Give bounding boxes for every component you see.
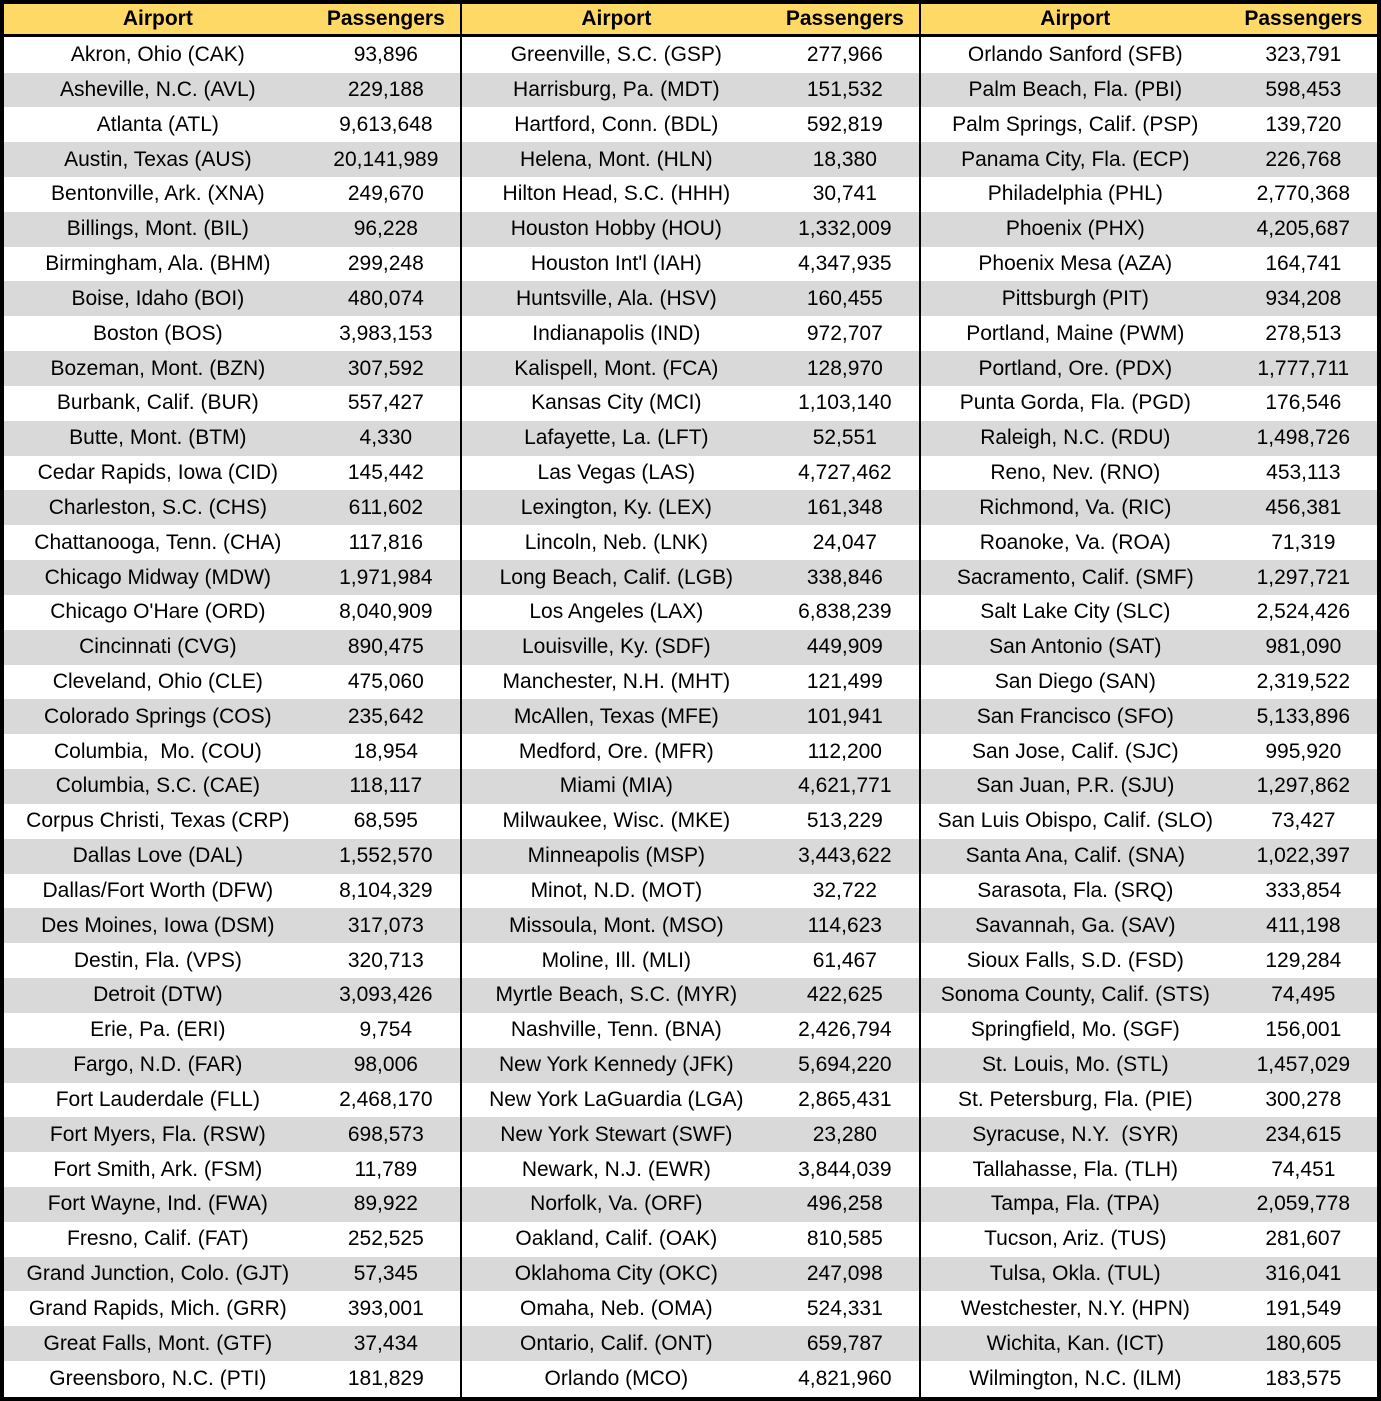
passengers-cell: 513,229 [771, 804, 920, 839]
airport-cell: Ontario, Calif. (ONT) [461, 1326, 771, 1361]
airport-cell: Des Moines, Iowa (DSM) [2, 908, 312, 943]
airport-cell: Long Beach, Calif. (LGB) [461, 560, 771, 595]
passengers-cell: 698,573 [312, 1117, 461, 1152]
passengers-cell: 101,941 [771, 699, 920, 734]
airport-cell: Greensboro, N.C. (PTI) [2, 1361, 312, 1399]
airport-cell: Reno, Nev. (RNO) [920, 456, 1230, 491]
passengers-cell: 145,442 [312, 456, 461, 491]
passengers-cell: 1,103,140 [771, 386, 920, 421]
table-row [2, 421, 1379, 456]
airport-cell: Fort Wayne, Ind. (FWA) [2, 1187, 312, 1222]
passengers-cell: 2,059,778 [1230, 1187, 1379, 1222]
airport-cell: Boise, Idaho (BOI) [2, 281, 312, 316]
column-header-passengers: Passengers [312, 2, 461, 36]
passengers-cell: 235,642 [312, 699, 461, 734]
airport-cell: Portland, Ore. (PDX) [920, 351, 1230, 386]
airport-cell: Billings, Mont. (BIL) [2, 212, 312, 247]
airport-cell: Lafayette, La. (LFT) [461, 421, 771, 456]
table-row [2, 73, 1379, 108]
airport-cell: Miami (MIA) [461, 769, 771, 804]
passengers-cell: 4,347,935 [771, 247, 920, 282]
passengers-cell: 475,060 [312, 665, 461, 700]
table-row [2, 1187, 1379, 1222]
passengers-cell: 5,133,896 [1230, 699, 1379, 734]
airport-cell: San Jose, Calif. (SJC) [920, 734, 1230, 769]
airport-cell: Phoenix (PHX) [920, 212, 1230, 247]
airport-cell: San Juan, P.R. (SJU) [920, 769, 1230, 804]
passengers-cell: 30,741 [771, 177, 920, 212]
table-row [2, 386, 1379, 421]
table-row [2, 1152, 1379, 1187]
passengers-cell: 229,188 [312, 73, 461, 108]
airport-cell: Milwaukee, Wisc. (MKE) [461, 804, 771, 839]
passengers-cell: 74,451 [1230, 1152, 1379, 1187]
airport-cell: New York Kennedy (JFK) [461, 1048, 771, 1083]
passengers-cell: 249,670 [312, 177, 461, 212]
passengers-cell: 161,348 [771, 490, 920, 525]
airport-cell: Sacramento, Calif. (SMF) [920, 560, 1230, 595]
table-row [2, 316, 1379, 351]
airport-cell: Richmond, Va. (RIC) [920, 490, 1230, 525]
table-row [2, 734, 1379, 769]
airport-cell: San Francisco (SFO) [920, 699, 1230, 734]
column-header-airport: Airport [920, 2, 1230, 36]
passengers-cell: 160,455 [771, 281, 920, 316]
airport-cell: Chattanooga, Tenn. (CHA) [2, 525, 312, 560]
airport-cell: Indianapolis (IND) [461, 316, 771, 351]
airport-cell: Oklahoma City (OKC) [461, 1257, 771, 1292]
airport-cell: Panama City, Fla. (ECP) [920, 142, 1230, 177]
passengers-cell: 2,524,426 [1230, 595, 1379, 630]
airport-cell: Minot, N.D. (MOT) [461, 874, 771, 909]
table-row [2, 1257, 1379, 1292]
passengers-cell: 1,297,721 [1230, 560, 1379, 595]
table-row [2, 281, 1379, 316]
airport-cell: San Luis Obispo, Calif. (SLO) [920, 804, 1230, 839]
airport-cell: Wichita, Kan. (ICT) [920, 1326, 1230, 1361]
airport-cell: Hartford, Conn. (BDL) [461, 107, 771, 142]
table-row [2, 769, 1379, 804]
airport-cell: Houston Int'l (IAH) [461, 247, 771, 282]
passengers-cell: 234,615 [1230, 1117, 1379, 1152]
airport-cell: Moline, Ill. (MLI) [461, 943, 771, 978]
airport-cell: Fort Lauderdale (FLL) [2, 1083, 312, 1118]
airport-cell: Columbia, Mo. (COU) [2, 734, 312, 769]
airport-cell: Dallas/Fort Worth (DFW) [2, 874, 312, 909]
passengers-cell: 37,434 [312, 1326, 461, 1361]
passengers-cell: 300,278 [1230, 1083, 1379, 1118]
passengers-cell: 393,001 [312, 1291, 461, 1326]
passengers-cell: 278,513 [1230, 316, 1379, 351]
table-row [2, 525, 1379, 560]
passengers-cell: 4,205,687 [1230, 212, 1379, 247]
passengers-cell: 422,625 [771, 978, 920, 1013]
airport-cell: Greenville, S.C. (GSP) [461, 36, 771, 73]
passengers-cell: 496,258 [771, 1187, 920, 1222]
passengers-cell: 156,001 [1230, 1013, 1379, 1048]
airport-cell: Omaha, Neb. (OMA) [461, 1291, 771, 1326]
airport-cell: Atlanta (ATL) [2, 107, 312, 142]
airport-cell: Raleigh, N.C. (RDU) [920, 421, 1230, 456]
passengers-cell: 20,141,989 [312, 142, 461, 177]
table-row [2, 351, 1379, 386]
passengers-cell: 338,846 [771, 560, 920, 595]
passengers-cell: 4,621,771 [771, 769, 920, 804]
airport-cell: Erie, Pa. (ERI) [2, 1013, 312, 1048]
passengers-cell: 9,613,648 [312, 107, 461, 142]
passengers-cell: 226,768 [1230, 142, 1379, 177]
passengers-cell: 8,040,909 [312, 595, 461, 630]
passengers-cell: 89,922 [312, 1187, 461, 1222]
airport-cell: Bentonville, Ark. (XNA) [2, 177, 312, 212]
passengers-cell: 18,954 [312, 734, 461, 769]
airport-cell: Chicago O'Hare (ORD) [2, 595, 312, 630]
airport-cell: Oakland, Calif. (OAK) [461, 1222, 771, 1257]
airport-cell: Palm Beach, Fla. (PBI) [920, 73, 1230, 108]
passengers-cell: 24,047 [771, 525, 920, 560]
passengers-cell: 164,741 [1230, 247, 1379, 282]
passengers-cell: 247,098 [771, 1257, 920, 1292]
airport-cell: Austin, Texas (AUS) [2, 142, 312, 177]
table-row [2, 212, 1379, 247]
passengers-cell: 333,854 [1230, 874, 1379, 909]
passengers-cell: 2,770,368 [1230, 177, 1379, 212]
passengers-cell: 890,475 [312, 630, 461, 665]
passengers-cell: 3,093,426 [312, 978, 461, 1013]
passengers-cell: 2,468,170 [312, 1083, 461, 1118]
table-row [2, 142, 1379, 177]
passengers-cell: 117,816 [312, 525, 461, 560]
passengers-cell: 453,113 [1230, 456, 1379, 491]
airport-cell: Colorado Springs (COS) [2, 699, 312, 734]
airport-cell: Lexington, Ky. (LEX) [461, 490, 771, 525]
passengers-cell: 3,844,039 [771, 1152, 920, 1187]
passengers-cell: 1,971,984 [312, 560, 461, 595]
passengers-cell: 23,280 [771, 1117, 920, 1152]
airport-cell: Birmingham, Ala. (BHM) [2, 247, 312, 282]
passengers-cell: 316,041 [1230, 1257, 1379, 1292]
airport-cell: Portland, Maine (PWM) [920, 316, 1230, 351]
passengers-cell: 456,381 [1230, 490, 1379, 525]
airport-cell: San Diego (SAN) [920, 665, 1230, 700]
column-header-passengers: Passengers [771, 2, 920, 36]
airport-cell: St. Louis, Mo. (STL) [920, 1048, 1230, 1083]
airport-cell: Orlando (MCO) [461, 1361, 771, 1399]
table-row [2, 1222, 1379, 1257]
passengers-cell: 1,777,711 [1230, 351, 1379, 386]
airport-cell: McAllen, Texas (MFE) [461, 699, 771, 734]
passengers-cell: 1,297,862 [1230, 769, 1379, 804]
airport-cell: Cleveland, Ohio (CLE) [2, 665, 312, 700]
airport-cell: New York LaGuardia (LGA) [461, 1083, 771, 1118]
table-row [2, 1361, 1379, 1399]
airport-cell: Fresno, Calif. (FAT) [2, 1222, 312, 1257]
airport-cell: Louisville, Ky. (SDF) [461, 630, 771, 665]
airport-cell: Destin, Fla. (VPS) [2, 943, 312, 978]
passengers-cell: 277,966 [771, 36, 920, 73]
airport-cell: Wilmington, N.C. (ILM) [920, 1361, 1230, 1399]
passengers-cell: 281,607 [1230, 1222, 1379, 1257]
column-header-passengers: Passengers [1230, 2, 1379, 36]
passengers-cell: 307,592 [312, 351, 461, 386]
passengers-cell: 611,602 [312, 490, 461, 525]
passengers-cell: 524,331 [771, 1291, 920, 1326]
table-row [2, 1117, 1379, 1152]
passengers-cell: 411,198 [1230, 908, 1379, 943]
table-row [2, 560, 1379, 595]
passengers-cell: 934,208 [1230, 281, 1379, 316]
airport-cell: Sonoma County, Calif. (STS) [920, 978, 1230, 1013]
header-row [2, 2, 1379, 36]
airport-cell: Chicago Midway (MDW) [2, 560, 312, 595]
passengers-cell: 4,727,462 [771, 456, 920, 491]
table-row [2, 1291, 1379, 1326]
passengers-cell: 112,200 [771, 734, 920, 769]
airport-cell: Cincinnati (CVG) [2, 630, 312, 665]
airport-cell: Punta Gorda, Fla. (PGD) [920, 386, 1230, 421]
passengers-cell: 1,498,726 [1230, 421, 1379, 456]
passengers-cell: 129,284 [1230, 943, 1379, 978]
table-row [2, 943, 1379, 978]
airport-cell: Pittsburgh (PIT) [920, 281, 1230, 316]
airport-cell: Palm Springs, Calif. (PSP) [920, 107, 1230, 142]
passengers-cell: 121,499 [771, 665, 920, 700]
airport-cell: Akron, Ohio (CAK) [2, 36, 312, 73]
column-header-airport: Airport [2, 2, 312, 36]
passengers-cell: 1,552,570 [312, 839, 461, 874]
passengers-cell: 11,789 [312, 1152, 461, 1187]
airport-cell: Fort Myers, Fla. (RSW) [2, 1117, 312, 1152]
table-row [2, 595, 1379, 630]
airport-cell: Los Angeles (LAX) [461, 595, 771, 630]
airport-cell: Syracuse, N.Y. (SYR) [920, 1117, 1230, 1152]
passengers-cell: 4,821,960 [771, 1361, 920, 1399]
table-row [2, 1013, 1379, 1048]
airport-cell: Tallahasse, Fla. (TLH) [920, 1152, 1230, 1187]
passengers-cell: 2,426,794 [771, 1013, 920, 1048]
airport-cell: Corpus Christi, Texas (CRP) [2, 804, 312, 839]
passengers-cell: 96,228 [312, 212, 461, 247]
airport-cell: Boston (BOS) [2, 316, 312, 351]
airport-cell: Westchester, N.Y. (HPN) [920, 1291, 1230, 1326]
airport-cell: San Antonio (SAT) [920, 630, 1230, 665]
table-row [2, 804, 1379, 839]
passengers-cell: 180,605 [1230, 1326, 1379, 1361]
airport-cell: Springfield, Mo. (SGF) [920, 1013, 1230, 1048]
passengers-cell: 5,694,220 [771, 1048, 920, 1083]
table-row [2, 456, 1379, 491]
airport-cell: Grand Rapids, Mich. (GRR) [2, 1291, 312, 1326]
passengers-cell: 557,427 [312, 386, 461, 421]
airport-cell: Kalispell, Mont. (FCA) [461, 351, 771, 386]
column-header-airport: Airport [461, 2, 771, 36]
passengers-cell: 323,791 [1230, 36, 1379, 73]
table-body [2, 36, 1379, 1400]
passengers-cell: 71,319 [1230, 525, 1379, 560]
passengers-cell: 320,713 [312, 943, 461, 978]
airport-cell: Philadelphia (PHL) [920, 177, 1230, 212]
passengers-cell: 176,546 [1230, 386, 1379, 421]
airport-cell: Columbia, S.C. (CAE) [2, 769, 312, 804]
airport-cell: Bozeman, Mont. (BZN) [2, 351, 312, 386]
passengers-cell: 995,920 [1230, 734, 1379, 769]
passengers-cell: 2,865,431 [771, 1083, 920, 1118]
airport-cell: Las Vegas (LAS) [461, 456, 771, 491]
passengers-cell: 659,787 [771, 1326, 920, 1361]
table-row [2, 839, 1379, 874]
table-row [2, 874, 1379, 909]
table-row [2, 1083, 1379, 1118]
passengers-cell: 810,585 [771, 1222, 920, 1257]
airport-cell: Houston Hobby (HOU) [461, 212, 771, 247]
passengers-cell: 118,117 [312, 769, 461, 804]
passengers-cell: 480,074 [312, 281, 461, 316]
table-row [2, 630, 1379, 665]
table-row [2, 1326, 1379, 1361]
table-row [2, 177, 1379, 212]
airport-cell: Tucson, Ariz. (TUS) [920, 1222, 1230, 1257]
airport-cell: Lincoln, Neb. (LNK) [461, 525, 771, 560]
passengers-cell: 139,720 [1230, 107, 1379, 142]
table-row [2, 908, 1379, 943]
passengers-cell: 449,909 [771, 630, 920, 665]
airport-cell: Myrtle Beach, S.C. (MYR) [461, 978, 771, 1013]
airport-cell: Helena, Mont. (HLN) [461, 142, 771, 177]
passengers-cell: 317,073 [312, 908, 461, 943]
passengers-cell: 98,006 [312, 1048, 461, 1083]
passengers-cell: 4,330 [312, 421, 461, 456]
table-row [2, 247, 1379, 282]
airport-cell: Phoenix Mesa (AZA) [920, 247, 1230, 282]
airport-cell: Tulsa, Okla. (TUL) [920, 1257, 1230, 1292]
airport-cell: Hilton Head, S.C. (HHH) [461, 177, 771, 212]
passengers-cell: 299,248 [312, 247, 461, 282]
passengers-cell: 3,983,153 [312, 316, 461, 351]
airport-cell: St. Petersburg, Fla. (PIE) [920, 1083, 1230, 1118]
passengers-cell: 183,575 [1230, 1361, 1379, 1399]
airport-cell: Fargo, N.D. (FAR) [2, 1048, 312, 1083]
airport-cell: Sioux Falls, S.D. (FSD) [920, 943, 1230, 978]
table-row [2, 107, 1379, 142]
airport-cell: Detroit (DTW) [2, 978, 312, 1013]
airport-cell: Burbank, Calif. (BUR) [2, 386, 312, 421]
passengers-cell: 9,754 [312, 1013, 461, 1048]
passengers-cell: 74,495 [1230, 978, 1379, 1013]
airport-cell: Norfolk, Va. (ORF) [461, 1187, 771, 1222]
passengers-cell: 93,896 [312, 36, 461, 73]
table-row [2, 978, 1379, 1013]
airport-cell: Sarasota, Fla. (SRQ) [920, 874, 1230, 909]
passengers-cell: 1,022,397 [1230, 839, 1379, 874]
airport-cell: Nashville, Tenn. (BNA) [461, 1013, 771, 1048]
airport-cell: Minneapolis (MSP) [461, 839, 771, 874]
passengers-cell: 114,623 [771, 908, 920, 943]
table-row [2, 490, 1379, 525]
passengers-cell: 1,457,029 [1230, 1048, 1379, 1083]
passengers-cell: 972,707 [771, 316, 920, 351]
airport-cell: Savannah, Ga. (SAV) [920, 908, 1230, 943]
airport-cell: Medford, Ore. (MFR) [461, 734, 771, 769]
passengers-cell: 57,345 [312, 1257, 461, 1292]
passengers-cell: 61,467 [771, 943, 920, 978]
table-row [2, 1048, 1379, 1083]
airport-cell: Grand Junction, Colo. (GJT) [2, 1257, 312, 1292]
passengers-cell: 8,104,329 [312, 874, 461, 909]
airport-cell: Manchester, N.H. (MHT) [461, 665, 771, 700]
airport-cell: Harrisburg, Pa. (MDT) [461, 73, 771, 108]
airport-cell: Newark, N.J. (EWR) [461, 1152, 771, 1187]
passengers-cell: 6,838,239 [771, 595, 920, 630]
airport-cell: Missoula, Mont. (MSO) [461, 908, 771, 943]
passengers-cell: 592,819 [771, 107, 920, 142]
airport-cell: Fort Smith, Ark. (FSM) [2, 1152, 312, 1187]
passengers-cell: 598,453 [1230, 73, 1379, 108]
passengers-cell: 981,090 [1230, 630, 1379, 665]
table-row [2, 665, 1379, 700]
passengers-cell: 1,332,009 [771, 212, 920, 247]
airport-cell: Cedar Rapids, Iowa (CID) [2, 456, 312, 491]
passengers-cell: 68,595 [312, 804, 461, 839]
passengers-cell: 32,722 [771, 874, 920, 909]
airport-cell: Butte, Mont. (BTM) [2, 421, 312, 456]
airport-cell: Santa Ana, Calif. (SNA) [920, 839, 1230, 874]
passengers-cell: 181,829 [312, 1361, 461, 1399]
table-row [2, 36, 1379, 73]
passengers-cell: 2,319,522 [1230, 665, 1379, 700]
airport-cell: Roanoke, Va. (ROA) [920, 525, 1230, 560]
airport-cell: Tampa, Fla. (TPA) [920, 1187, 1230, 1222]
passengers-cell: 252,525 [312, 1222, 461, 1257]
airport-cell: Great Falls, Mont. (GTF) [2, 1326, 312, 1361]
airport-cell: Dallas Love (DAL) [2, 839, 312, 874]
airport-cell: Orlando Sanford (SFB) [920, 36, 1230, 73]
passengers-cell: 151,532 [771, 73, 920, 108]
passengers-cell: 73,427 [1230, 804, 1379, 839]
passengers-cell: 52,551 [771, 421, 920, 456]
airport-cell: Huntsville, Ala. (HSV) [461, 281, 771, 316]
airport-cell: Asheville, N.C. (AVL) [2, 73, 312, 108]
airport-cell: Salt Lake City (SLC) [920, 595, 1230, 630]
passengers-cell: 18,380 [771, 142, 920, 177]
airport-cell: Charleston, S.C. (CHS) [2, 490, 312, 525]
table-row [2, 699, 1379, 734]
passengers-cell: 128,970 [771, 351, 920, 386]
airport-cell: New York Stewart (SWF) [461, 1117, 771, 1152]
passengers-cell: 3,443,622 [771, 839, 920, 874]
airport-cell: Kansas City (MCI) [461, 386, 771, 421]
passengers-cell: 191,549 [1230, 1291, 1379, 1326]
